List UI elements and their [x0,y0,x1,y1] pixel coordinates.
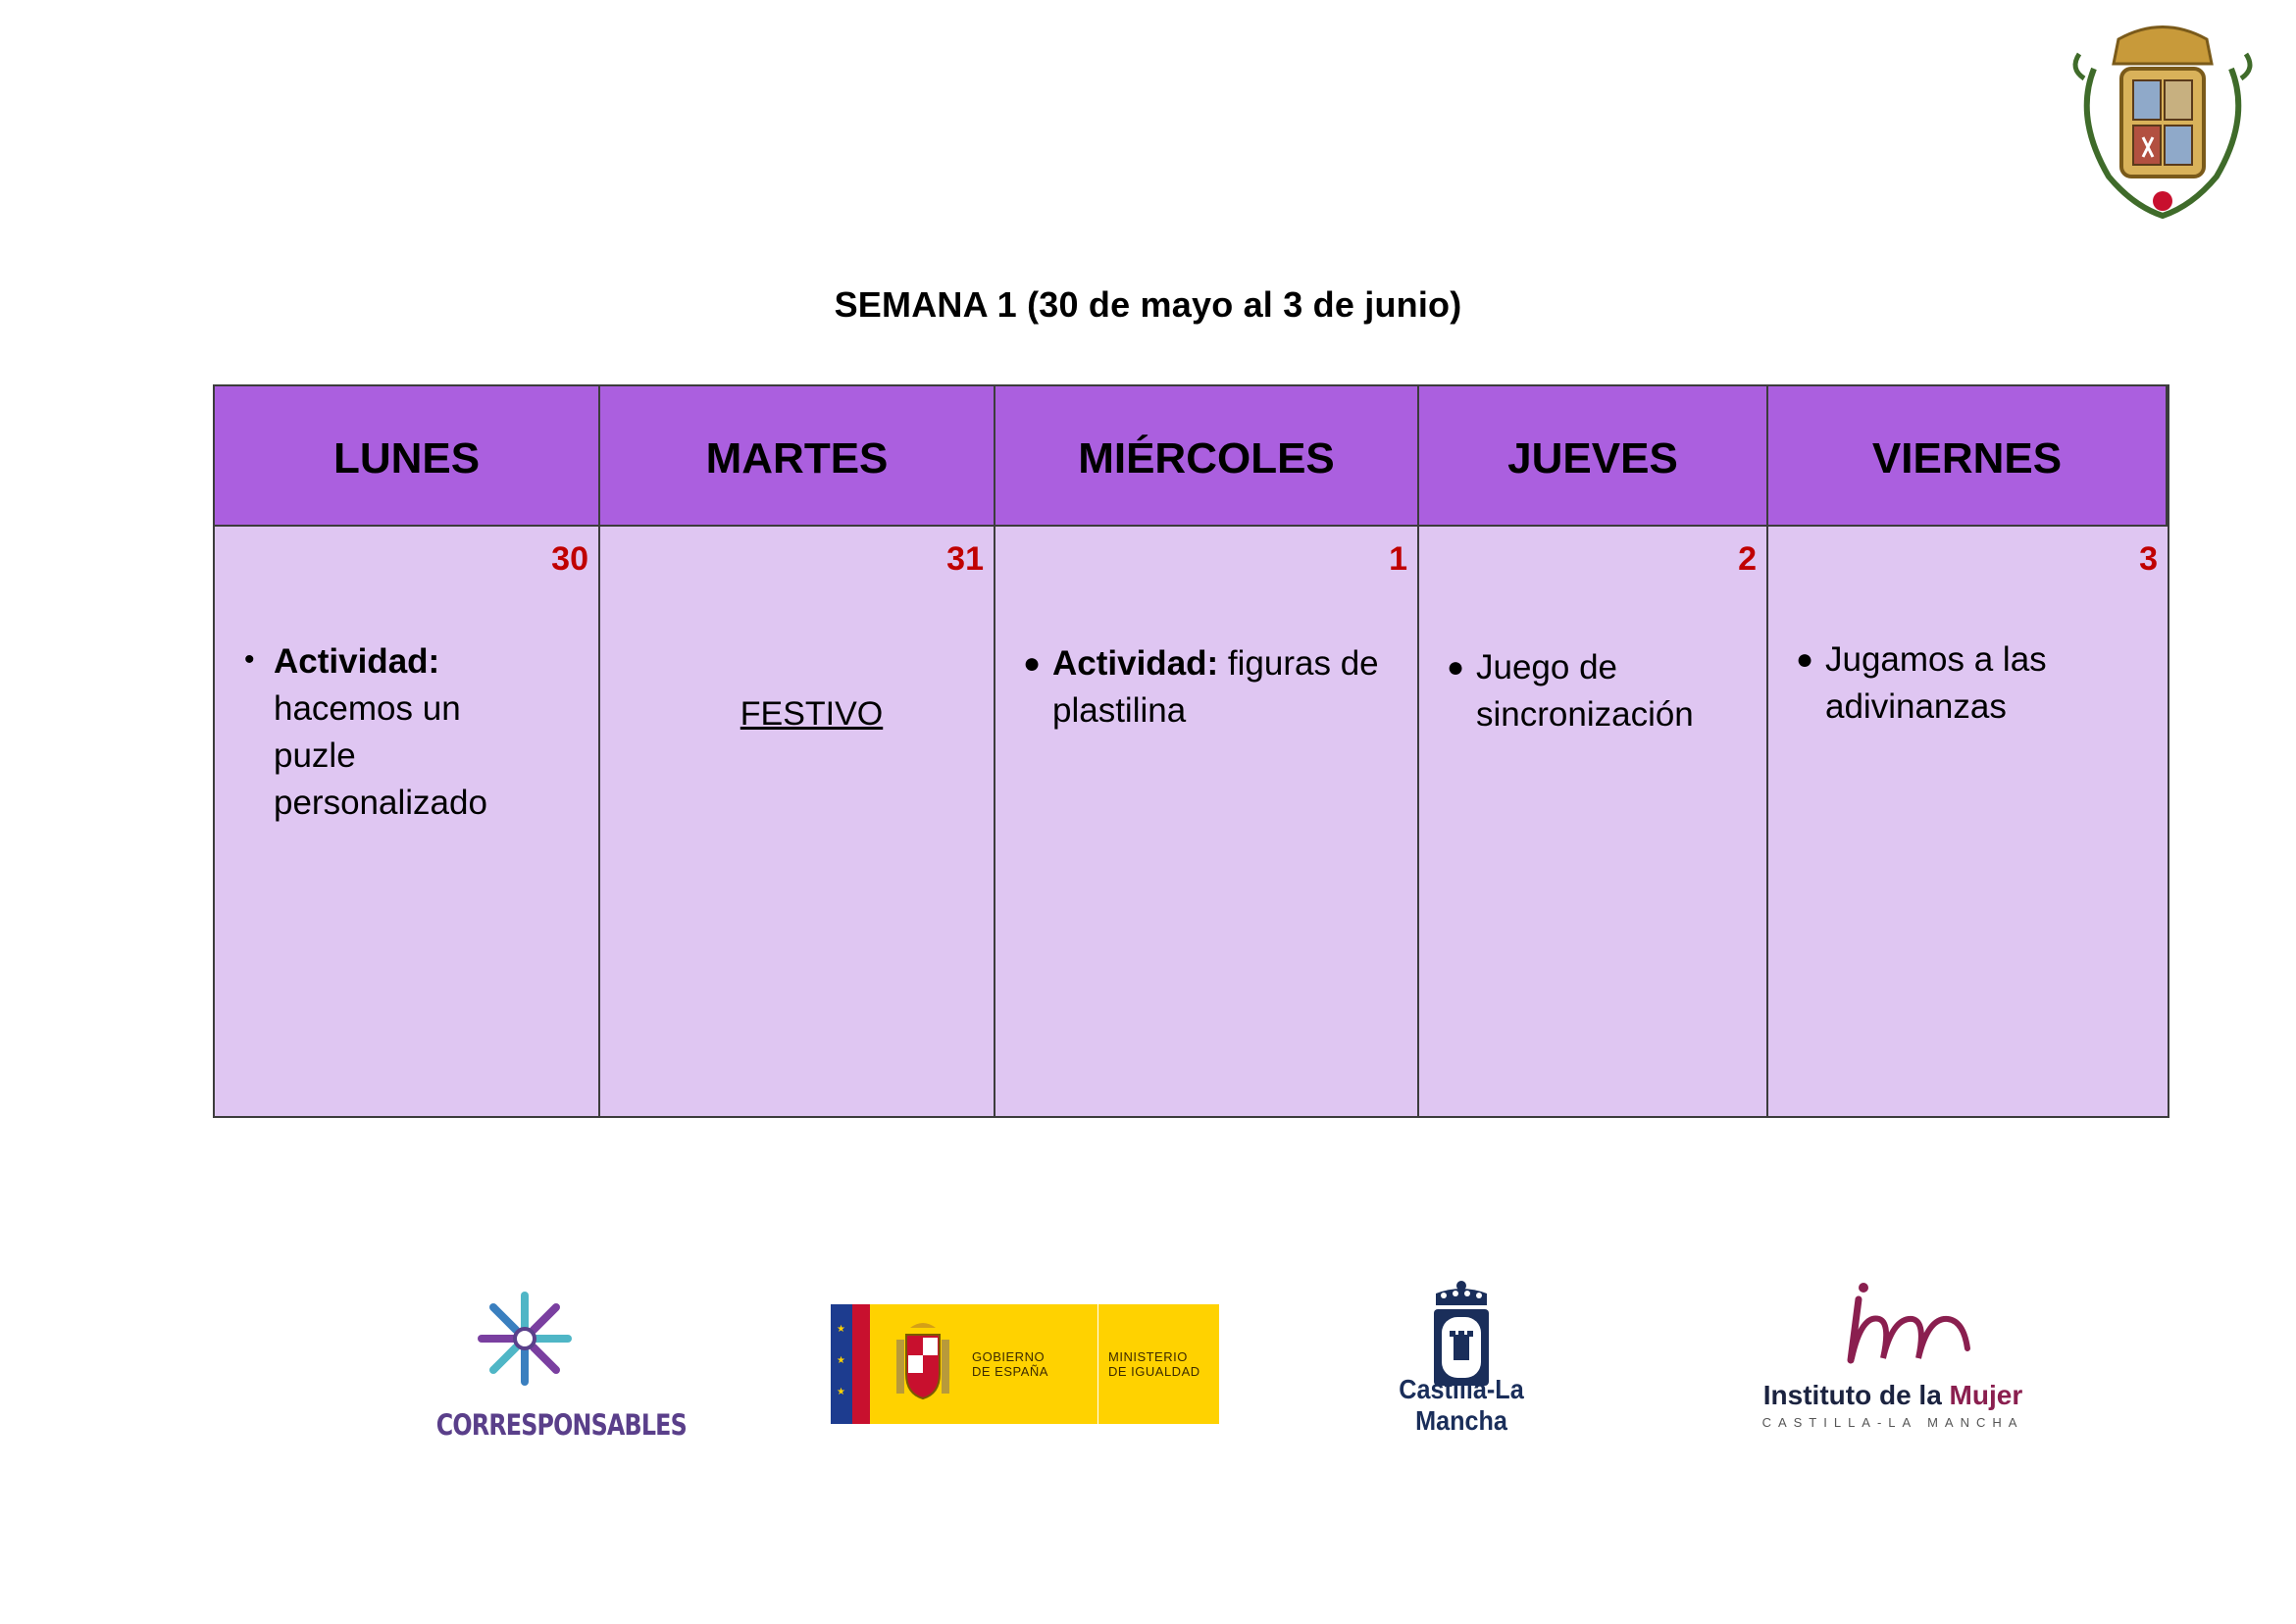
activity-text-line: adivinanzas [1825,687,2007,726]
weekly-calendar-table [213,384,2169,1118]
activity-item [1023,640,1415,735]
ministerio-text: MINISTERIO DE IGUALDAD [1108,1349,1200,1379]
corresponsables-wordmark: CORRESPONSABLES [435,1408,687,1442]
holiday-label: FESTIVO [740,695,884,733]
week-title: SEMANA 1 (30 de mayo al 3 de junio) [834,284,1462,325]
activity-label: Actividad: [274,642,440,681]
day-cell-martes [600,527,995,1116]
day-number: 30 [551,540,588,578]
activity-text-line: Juego de [1476,648,1618,686]
day-cell-lunes [215,527,600,1116]
castilla-la-mancha-logo [1344,1280,1579,1437]
activity-text-line: personalizado [274,784,487,822]
activity-item [1447,644,1760,738]
instituto-subtitle: CASTILLA-LA MANCHA [1761,1415,2024,1430]
activity-text-line: puzle [274,736,356,775]
day-cell-jueves [1419,527,1768,1116]
header-martes: MARTES [600,386,995,527]
day-cell-viernes [1768,527,2168,1116]
header-miercoles: MIÉRCOLES [995,386,1419,527]
day-number: 2 [1738,540,1757,578]
corresponsables-logo [417,1285,687,1442]
instituto-de-la-mujer-logo [1746,1280,2040,1437]
gobierno-espana-logo [831,1304,1219,1424]
activity-text-line: hacemos un [274,689,461,728]
header-jueves: JUEVES [1419,386,1768,527]
activity-text-line: Jugamos a las [1825,640,2047,679]
castilla-la-mancha-wordmark: Castilla-La Mancha [1399,1374,1524,1436]
bullet-icon: ● [1023,647,1042,680]
activity-item [1796,636,2149,731]
day-cell-miercoles [995,527,1419,1116]
activity-item [244,638,578,827]
day-number: 31 [946,540,984,578]
day-number: 1 [1389,540,1407,578]
bullet-icon: ● [1447,651,1465,684]
spain-coat-of-arms-icon [884,1304,962,1424]
bullet-icon: ● [1796,643,1814,676]
activity-text-line: sincronización [1476,695,1694,734]
header-viernes: VIERNES [1768,386,2168,527]
day-number: 3 [2139,540,2158,578]
activity-text-line: plastilina [1052,691,1187,730]
im-monogram-icon [1746,1280,2040,1378]
eu-flag-icon: ★ ★ ★ [831,1304,852,1424]
gobierno-text: GOBIERNO DE ESPAÑA [962,1304,1098,1424]
activity-text-line: figuras de [1218,644,1379,683]
corresponsables-star-icon [417,1285,633,1393]
instituto-wordmark: Instituto de la Mujer [1762,1380,2023,1410]
coat-of-arms-logo [2065,10,2261,226]
header-lunes: LUNES [215,386,600,527]
bullet-icon: • [244,643,255,676]
activity-label: Actividad: [1052,644,1219,683]
